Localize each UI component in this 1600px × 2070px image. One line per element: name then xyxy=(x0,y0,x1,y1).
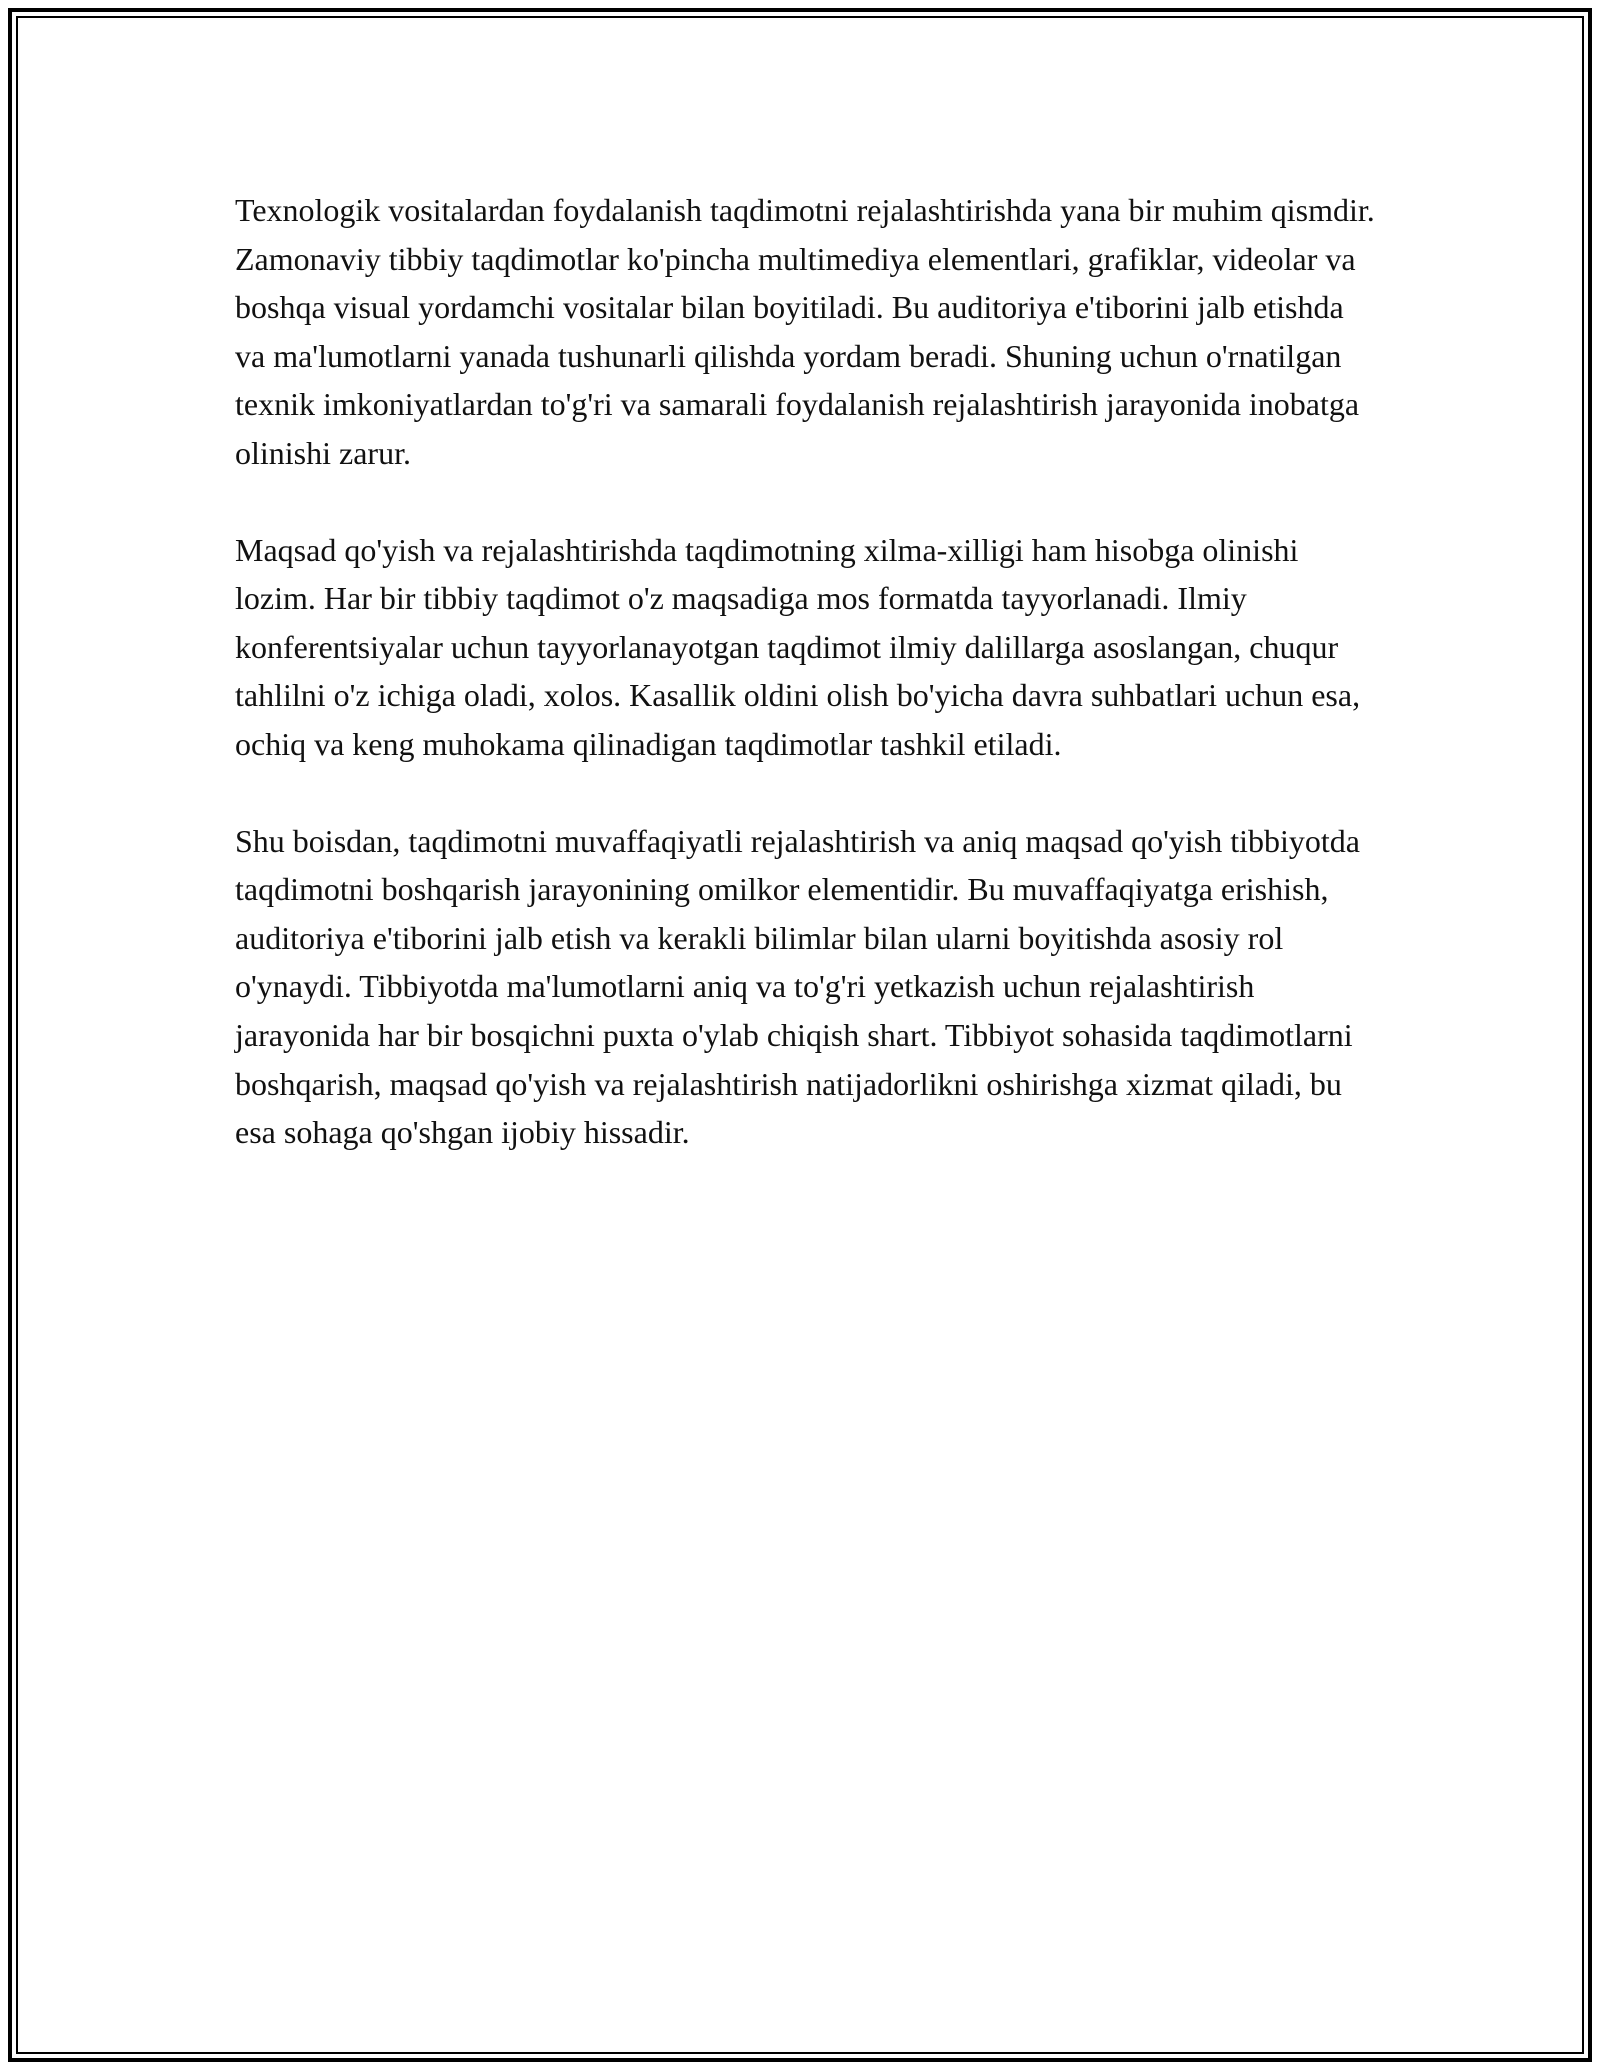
paragraph-3: Shu boisdan, taqdimotni muvaffaqiyatli rejalashtirish va aniq maqsad qo'yish tibbiyotda taqdimotni boshqarish jarayonining omilkor elementidir. Bu muvaffaqiyatga erishish, auditoriya e'tiborini jalb etish va kerakli bilimlar bilan ularni boyitishda asosiy rol o'ynaydi. Tibbiyotda ma'lumotlarni aniq va to'g'ri yetkazish uchun rejalashtirish jarayonida har bir bosqichni puxta o'ylab chiqish shart. Tibbiyot sohasida taqdimotlarni boshqarish, maqsad qo'yish va rejalashtirish natijadorlikni oshirishga xizmat qiladi, bu esa sohaga qo'shgan ijobiy hissadir. xyxy=(235,822,1360,1151)
document-body xyxy=(235,186,1375,1205)
paragraph-2: Maqsad qo'yish va rejalashtirishda taqdimotning xilma-xilligi ham hisobga olinishi lozim. Har bir tibbiy taqdimot o'z maqsadiga mos formatda tayyorlanadi. Ilmiy konferentsiyalar uchun tayyorlanayotgan taqdimot ilmiy dalillarga asoslangan, chuqur tahlilni o'z ichiga oladi, xolos. Kasallik oldini olish bo'yicha davra suhbatlari uchun esa, ochiq va keng muhokama qilinadigan taqdimotlar tashkil etiladi. xyxy=(235,531,1361,762)
paragraph-1: Texnologik vositalardan foydalanish taqdimotni rejalashtirishda yana bir muhim qismdir. Zamonaviy tibbiy taqdimotlar ko'pincha multimediya elementlari, grafiklar, videolar va boshqa visual yordamchi vositalar bilan boyitiladi. Bu auditoriya e'tiborini jalb etishda va ma'lumotlarni yanada tushunarli qilishda yordam beradi. Shuning uchun o'rnatilgan texnik imkoniyatlardan to'g'ri va samarali foydalanish rejalashtirish jarayonida inobatga olinishi zarur. xyxy=(235,192,1375,471)
